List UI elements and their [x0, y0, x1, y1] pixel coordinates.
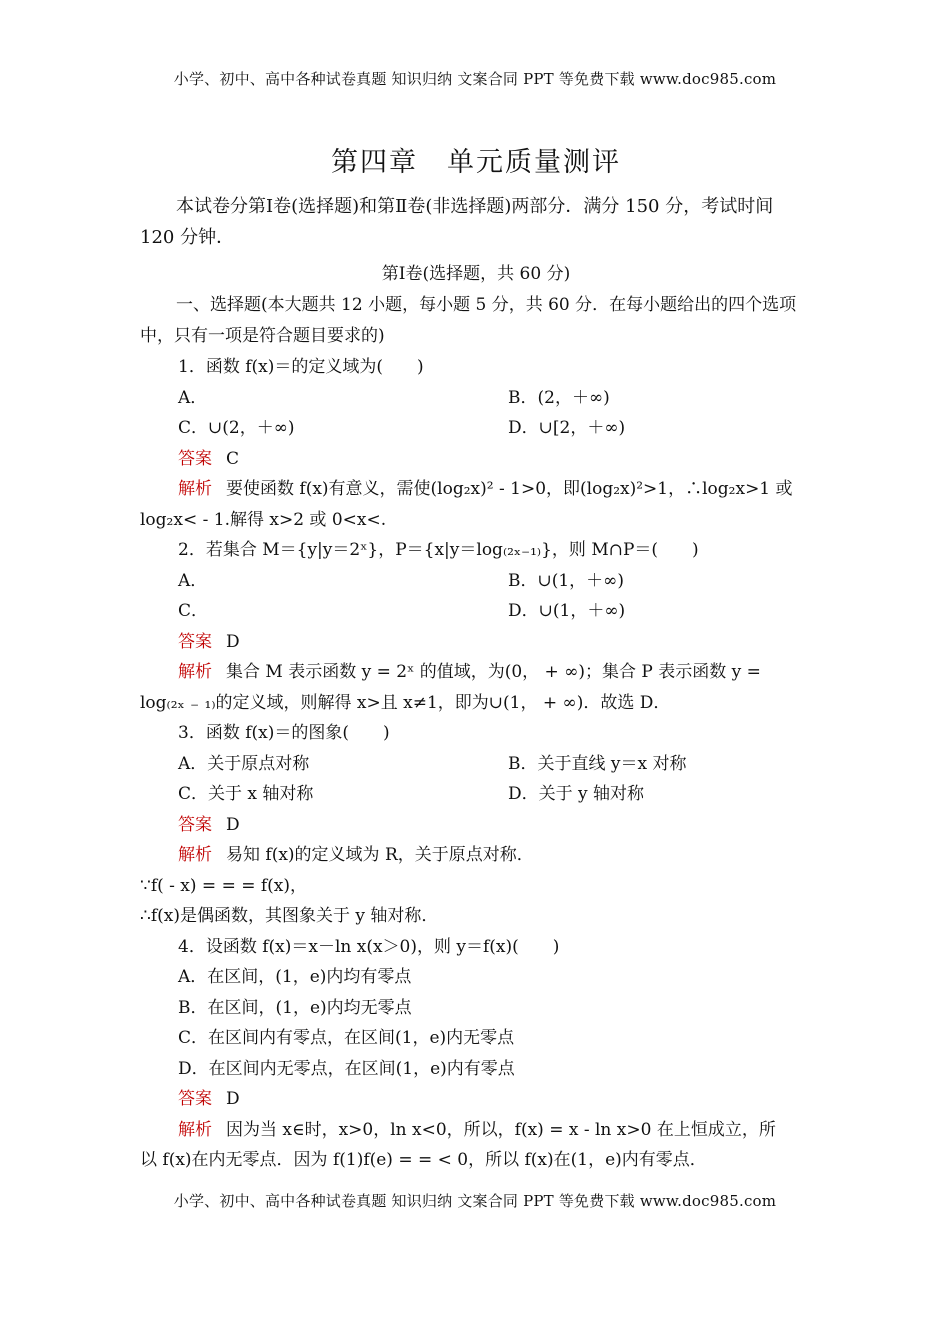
option-a: A．在区间，(1，e)内均有零点	[178, 967, 412, 987]
explanation-text: 易知 f(x)的定义域为 R，关于原点对称．	[226, 845, 534, 865]
question-3-answer	[178, 810, 812, 841]
explanation-text: 要使函数 f(x)有意义，需使(log₂x)² - 1>0，即(log₂x)²>1，∴log₂x>1 或	[226, 479, 793, 499]
question-1-stem: 1．函数 f(x)＝的定义域为( )	[178, 357, 424, 377]
explanation-text: 集合 M 表示函数 y = 2ˣ 的值域，为(0， + ∞)；集合 P 表示函数 y =	[226, 662, 761, 682]
question-3-stem: 3．函数 f(x)＝的图象( )	[178, 723, 390, 743]
question-4-explanation	[140, 1115, 812, 1146]
option-d: D．∪[2，＋∞)	[508, 418, 626, 438]
option-d: D．关于 y 轴对称	[508, 784, 645, 804]
question-2-stem: 2．若集合 M＝{y|y＝2ˣ}，P＝{x|y＝log₍₂ₓ₋₁₎}，则 M∩P＝( )	[178, 540, 699, 560]
explanation-text: 因为当 x∈时，x>0，ln x<0，所以，f(x) = x - ln x>0 在上恒成立，所	[226, 1119, 776, 1140]
question-1-explanation	[140, 474, 812, 505]
question-2-explanation-cont: log₍₂ₓ ₋ ₁₎的定义域，则解得 x>且 x≠1，即为∪(1， + ∞)．故选 D．	[140, 692, 671, 713]
explain-label: 解析	[178, 845, 212, 865]
question-1-explanation-cont: log₂x< - 1.解得 x>2 或 0<x<.	[140, 509, 387, 530]
answer-value: D	[226, 814, 240, 835]
document-body	[140, 140, 812, 1176]
option-b: B．(2，＋∞)	[508, 387, 610, 408]
option-a: A．关于原点对称	[178, 753, 310, 774]
option-a: A．	[178, 570, 208, 591]
option-a: A．	[178, 387, 208, 408]
question-2-explanation	[140, 657, 812, 688]
question-4-explanation-cont: 以 f(x)在内无零点．因为 f(1)f(e) = = < 0，所以 f(x)在(1，e)内有零点．	[140, 1150, 707, 1170]
question-3-explanation	[140, 840, 812, 871]
option-d: D．在区间内无零点，在区间(1，e)内有零点	[178, 1058, 515, 1079]
option-c: C．	[178, 601, 209, 621]
answer-label: 答案	[178, 814, 212, 835]
question-4-answer	[178, 1084, 812, 1115]
answer-value: C	[226, 448, 240, 469]
option-d: D．∪(1，＋∞)	[508, 601, 626, 621]
explain-label: 解析	[178, 479, 212, 499]
option-b: B．在区间，(1，e)内均无零点	[178, 997, 412, 1018]
explain-label: 解析	[178, 662, 212, 682]
option-c: C．在区间内有零点，在区间(1，e)内无零点	[178, 1028, 515, 1048]
answer-value: D	[226, 1089, 240, 1109]
page-header: 小学、初中、高中各种试卷真题 知识归纳 文案合同 PPT 等免费下载 www.doc985.com	[173, 70, 777, 88]
explain-label: 解析	[178, 1119, 212, 1140]
option-c: C．∪(2，＋∞)	[178, 418, 295, 438]
section-heading: 第Ⅰ卷(选择题，共 60 分)	[381, 264, 571, 284]
part-instructions: 一、选择题(本大题共 12 小题，每小题 5 分，共 60 分．在每小题给出的四个选项中，只有一项是符合题目要求的)	[140, 295, 797, 346]
chapter-title: 第四章 单元质量测评	[331, 147, 621, 178]
page-footer: 小学、初中、高中各种试卷真题 知识归纳 文案合同 PPT 等免费下载 www.doc985.com	[173, 1192, 777, 1210]
question-4-stem: 4．设函数 f(x)＝x－ln x(x＞0)，则 y＝f(x)( )	[178, 936, 560, 957]
question-2-answer	[178, 627, 812, 658]
answer-label: 答案	[178, 1089, 212, 1109]
exam-intro: 本试卷分第Ⅰ卷(选择题)和第Ⅱ卷(非选择题)两部分．满分 150 分，考试时间 120 分钟．	[140, 196, 774, 248]
option-c: C．关于 x 轴对称	[178, 784, 314, 804]
question-4-options	[178, 962, 812, 1084]
answer-label: 答案	[178, 448, 212, 469]
question-3-options	[178, 749, 812, 810]
question-2-options	[178, 566, 812, 627]
option-b: B．∪(1，＋∞)	[508, 570, 624, 591]
option-b: B．关于直线 y＝x 对称	[508, 753, 687, 774]
question-1-answer	[178, 444, 812, 475]
answer-value: D	[226, 631, 240, 652]
answer-label: 答案	[178, 631, 212, 652]
question-3-explanation-line3: ∴f(x)是偶函数，其图象关于 y 轴对称．	[140, 906, 439, 926]
question-3-explanation-line2: ∵f( - x) = = = f(x)，	[140, 875, 308, 896]
question-1-options	[178, 383, 812, 444]
